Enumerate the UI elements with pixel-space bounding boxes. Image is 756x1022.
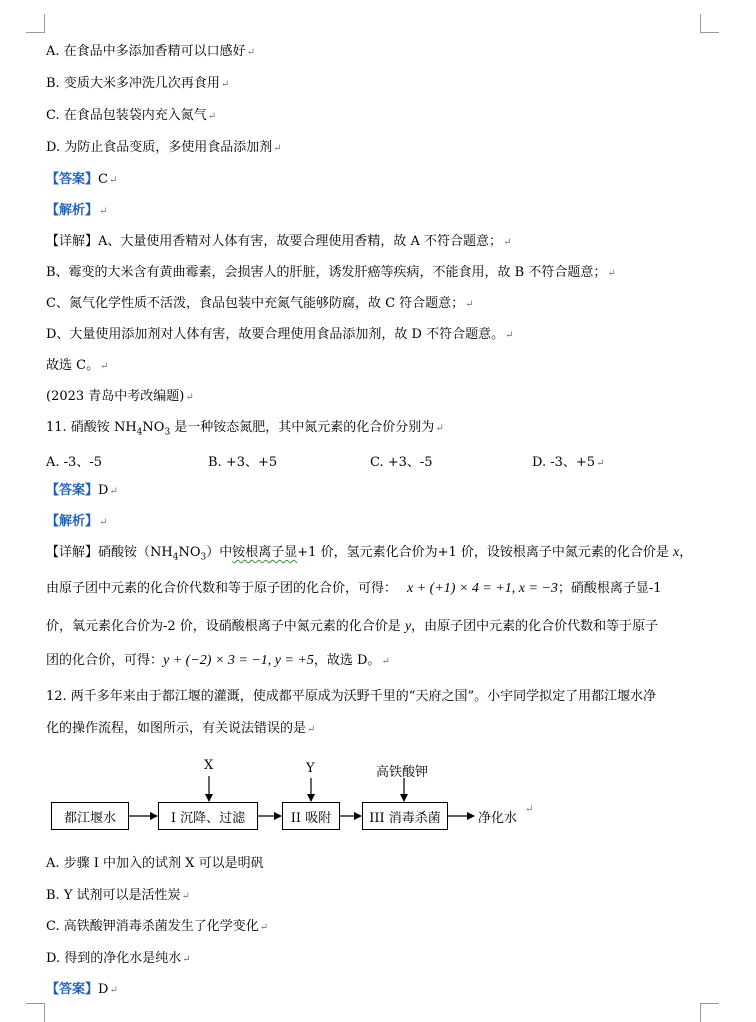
paragraph-mark-icon: ↵ (435, 423, 444, 434)
q10-option-c: C. 在食品包装袋内充入氮气↵ (46, 108, 217, 123)
paragraph-mark-icon: ↵ (505, 330, 514, 341)
reagent-x-label: X (204, 758, 214, 773)
paragraph-mark-icon: ↵ (596, 458, 605, 469)
q12-stem-line-2: 化的操作流程，如图所示，有关说法错误的是↵ (46, 721, 316, 736)
q12-stem-line-1: 12. 两千多年来由于都江堰的灌溉，使成都平原成为沃野千里的“天府之国”。小宇同学拟定了用都江堰水净 (46, 689, 657, 704)
q12-option-b: B. Y 试剂可以是活性炭↵ (46, 888, 190, 903)
q10-option-b: B. 变质大米多冲洗几次再食用↵ (46, 76, 230, 91)
q10-conclusion: 故选 C。↵ (46, 358, 109, 373)
reagent-y-label: Y (306, 761, 315, 776)
equation-nitrogen-nitrate: y + (−2) × 3 = −1, y = +5 (163, 653, 314, 668)
q12-answer: 【答案】D↵ (46, 982, 118, 997)
detail-tag: 【详解】 (46, 545, 99, 560)
paragraph-mark-icon: ↵ (607, 268, 616, 279)
q12-option-d: D. 得到的净化水是纯水↵ (46, 951, 191, 966)
paragraph-mark-icon: ↵ (182, 954, 191, 965)
detail-tag: 【详解】 (46, 234, 99, 249)
q12-option-a: A. 步骤 I 中加入的试剂 X 可以是明矾 (46, 856, 264, 871)
paragraph-mark-icon: ↵ (99, 517, 108, 528)
analysis-tag: 【解析】 (46, 203, 99, 218)
q12-option-c: C. 高铁酸钾消毒杀菌发生了化学变化↵ (46, 919, 269, 934)
paragraph-mark-icon: ↵ (503, 237, 512, 248)
paragraph-mark-icon: ↵ (246, 47, 256, 58)
paragraph-mark-icon: ↵ (465, 299, 474, 310)
output-label: 净化水↵ (478, 804, 534, 826)
q11-answer: 【答案】D↵ (46, 483, 118, 498)
paragraph-mark-icon: ↵ (307, 724, 316, 735)
q11-option-a: A. -3、-5 (46, 455, 102, 470)
q11-detail-line-1: 【详解】硝酸铵$(NH_4NO_3)$中铵根离子显+1 价，氢元素化合价为+1 价，设铵根离子中氮元素的化合价是 x， (46, 545, 693, 563)
answer-tag: 【答案】 (46, 172, 99, 187)
paragraph-mark-icon: ↵ (525, 804, 534, 815)
paragraph-mark-icon: ↵ (109, 985, 118, 996)
q11-stem: 11. 硝酸铵 $NH_4NO_3$ 是一种铵态氮肥，其中氮元素的化合价分别为↵ (46, 420, 444, 438)
paragraph-mark-icon: ↵ (273, 143, 282, 154)
source-water-box: 都江堰水 (51, 802, 129, 830)
step2-box: II 吸附 (282, 802, 340, 830)
paragraph-mark-icon: ↵ (381, 656, 390, 667)
q10-option-d: D. 为防止食品变质，多使用食品添加剂↵ (46, 140, 282, 155)
paragraph-mark-icon: ↵ (220, 79, 230, 90)
q11-option-d: D. -3、+5↵ (532, 455, 605, 470)
q10-detail-c: C、氮气化学性质不活泼，食品包装中充氮气能够防腐，故 C 符合题意；↵ (46, 296, 474, 311)
paragraph-mark-icon: ↵ (207, 111, 217, 122)
equation-nitrogen-ammonium: x + (+1) × 4 = +1, x = −3 (407, 581, 558, 596)
analysis-tag: 【解析】 (46, 514, 99, 529)
q11-option-c: C. +3、-5 (370, 455, 433, 470)
step3-box: III 消毒杀菌 (362, 802, 448, 830)
paragraph-mark-icon: ↵ (100, 361, 109, 372)
q10-answer: 【答案】C↵ (46, 172, 118, 187)
paragraph-mark-icon: ↵ (108, 175, 118, 186)
source-note: (2023 青岛中考改编题)↵ (46, 389, 194, 404)
paragraph-mark-icon: ↵ (259, 922, 269, 933)
q10-option-a: A. 在食品中多添加香精可以口感好↵ (46, 44, 256, 59)
paragraph-mark-icon: ↵ (185, 392, 194, 403)
q10-detail-b: B、霉变的大米含有黄曲霉素，会损害人的肝脏，诱发肝癌等疾病，不能食用，故 B 不符合题意；↵ (46, 265, 616, 280)
ferrate-label: 高铁酸钾 (376, 765, 429, 780)
answer-tag: 【答案】 (46, 483, 99, 498)
q10-detail-d: D、大量使用添加剂对人体有害，故要合理使用食品添加剂，故 D 不符合题意。↵ (46, 327, 514, 342)
q11-detail-line-2: 由原子团中元素的化合价代数和等于原子团的化合价，可得： x + (+1) × 4 = +1, x = −3；硝酸根离子显-1 (46, 581, 662, 596)
q11-detail-line-4: 团的化合价，可得：y + (−2) × 3 = −1, y = +5，故选 D。↵ (46, 653, 390, 668)
q11-detail-line-3: 价，氧元素化合价为-2 价，设硝酸根离子中氮元素的化合价是 y，由原子团中元素的化合价代数和等于原子 (46, 619, 659, 634)
paragraph-mark-icon: ↵ (181, 891, 190, 902)
answer-tag: 【答案】 (46, 982, 99, 997)
paragraph-mark-icon: ↵ (99, 206, 108, 217)
q11-option-b: B. +3、+5 (208, 455, 278, 470)
step1-box: I 沉降、过滤 (158, 802, 258, 830)
paragraph-mark-icon: ↵ (109, 486, 118, 497)
q10-detail-a: 【详解】A、大量使用香精对人体有害，故要合理使用香精，故 A 不符合题意；↵ (46, 234, 512, 249)
